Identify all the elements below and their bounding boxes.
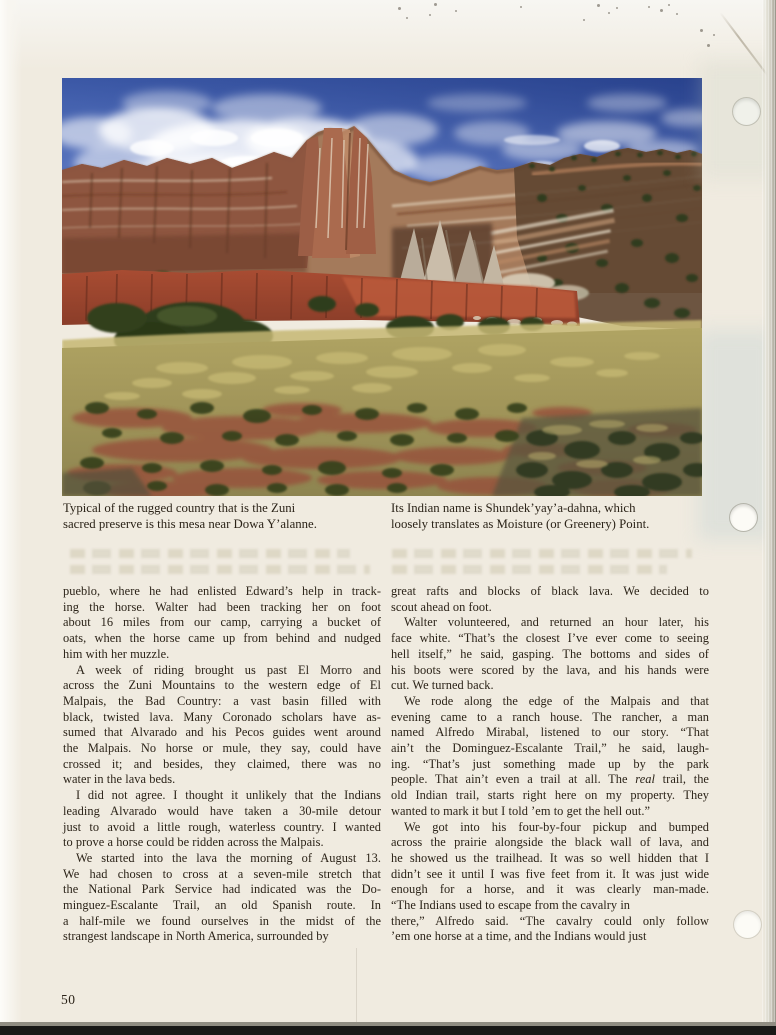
ink-showthrough [70,549,350,558]
body-text-line: sumed that Alvarado and his Pecos guides went around [63,725,381,740]
body-text-line: he showed us the trailhead. It was so well hidden that I [391,850,709,865]
smudge-mark [700,29,703,32]
body-text-line: named Alfredo Mirabal, listened to our story. “That [391,725,709,740]
body-text-line: We started into the lava the morning of August 13. [76,850,381,865]
caption-line: Typical of the rugged country that is the Zuni [63,501,296,515]
smudge-mark [520,6,522,8]
body-text-line: enough for a horse, and it was clearly man-made. [391,882,709,897]
body-text-line: there,” Alfredo said. “The cavalry could only follow [391,913,709,928]
caption-line: sacred preserve is this mesa near Dowa Y’alanne. [63,516,317,531]
body-text-line: I did not agree. I thought it unlikely that the Indians [76,788,381,803]
smudge-mark [583,19,585,21]
body-text-line: his boots were scored by the lava, and his hands were [391,662,709,677]
body-text-line: the Malpais. No horse or mule, they say, could have [63,741,381,756]
body-text-line: just to avoid a little rough, waterless country. I wanted [63,819,381,834]
body-text-line: didn’t see it until I was five feet from it. It was just wide [391,866,709,881]
smudge-mark [713,34,715,36]
smudge-mark [707,44,710,47]
body-text-line: to prove a horse could be ridden across the Malpais. [63,835,324,850]
body-column-right [391,584,709,945]
body-text-line: hell itself,” he said, gasping. The bottoms and sides of [391,646,709,661]
photo-caption-left [63,501,383,532]
body-text-line: Malpais, the Bad Country: a vast basin filled with [63,693,381,708]
smudge-mark [429,14,431,16]
smudge-mark [648,6,650,8]
ink-showthrough [70,565,370,574]
page-edge-left [0,0,22,1035]
photo-grassland [62,320,702,496]
smudge-mark [406,17,408,19]
punch-hole [734,911,761,938]
body-text-line: evening came to a ranch house. The rancher, a man [391,709,709,724]
body-text-line: oats, when the horse came up from behind and nudged [63,631,381,646]
body-text-line: strangest landscape in North America, surrounded by [63,929,329,944]
body-text-line: A week of riding brought us past El Morro and [76,662,381,677]
body-text-line: great rafts and blocks of black lava. We decided to [391,584,709,598]
smudge-mark [676,13,678,15]
smudge-mark [660,9,663,12]
smudge-mark [434,3,437,6]
smudge-mark [668,4,670,6]
smudge-mark [398,7,401,10]
page-crease [356,948,357,1026]
body-text-line: people. That ain’t even a trail at all. The real trail, the [391,772,709,787]
body-text-line: ing the horse. Walter had been tracking her on foot [63,599,381,614]
smudge-mark [608,12,610,14]
body-text-line: across the prairie alongside the black wall of lava, and [391,835,709,850]
body-text-line: face white. “That’s the closest I’ve ever come to seeing [391,631,709,646]
body-text-line: scout ahead on foot. [391,599,492,614]
body-text-line: across the Zuni Mountains to the western edge of El [63,678,381,693]
body-text-line: We rode along the edge of the Malpais and that [404,693,709,708]
smudge-mark [455,10,457,12]
ink-showthrough [392,565,667,574]
body-text-line: Walter volunteered, and returned an hour later, his [404,615,709,630]
caption-line: loosely translates as Moisture (or Greenery) Point. [391,516,650,531]
mesa-landscape-photo [62,78,702,496]
photo-caption-right [391,501,711,532]
page-number: 50 [61,992,76,1007]
body-text-line: “The Indians used to escape from the cavalry in [391,898,631,913]
body-text-line: black, twisted lava. Many Coronado scholars have as- [63,709,381,724]
body-text-line: him with her muzzle. [63,646,170,661]
body-text-line: We got into his four-by-four pickup and bumped [404,819,709,834]
body-text-line: cut. We turned back. [391,678,494,693]
body-text-line: We had chosen to cross at a seven-mile stretch that [63,866,381,881]
smudge-mark [616,7,618,9]
body-text-line: old Indian trail, starts right here on my property. They [391,788,709,803]
body-text-line: ain’t the Dominguez-Escalante Trail,” he said, laugh- [391,741,709,756]
body-text-line: leading Alvarado would have taken a 30-mile detour [63,803,381,818]
smudge-mark [597,4,600,7]
body-text-line: a half-mile we found ourselves in the midst of the [63,913,381,928]
page-edge-right [762,0,776,1035]
punch-hole [730,504,757,531]
body-column-left [63,584,381,945]
body-text-line: ’em one horse at a time, and the Indians would just [391,929,647,944]
body-text-line: wanted to mark it but I told ’em to get the hell out.” [391,803,651,818]
scanner-bed-strip [0,1026,776,1035]
caption-line: Its Indian name is Shundek’yay’a-dahna, which [391,501,636,515]
body-text-line: about 16 miles from our camp, carrying a bucket of [63,615,381,630]
body-text-line: the National Park Service had indicated was the Do- [63,882,381,897]
body-text-line: crossed it; and besides, they claimed, there was no [63,756,381,771]
body-text-line: minguez-Escalante Trail, an old Spanish route. In [63,898,381,913]
body-text-line: ing. “That’s just something made up by the park [391,756,709,771]
body-text-line: pueblo, where he had enlisted Edward’s help in track- [63,584,381,598]
body-text-line: water in the lava beds. [63,772,176,787]
ink-showthrough [392,549,692,558]
